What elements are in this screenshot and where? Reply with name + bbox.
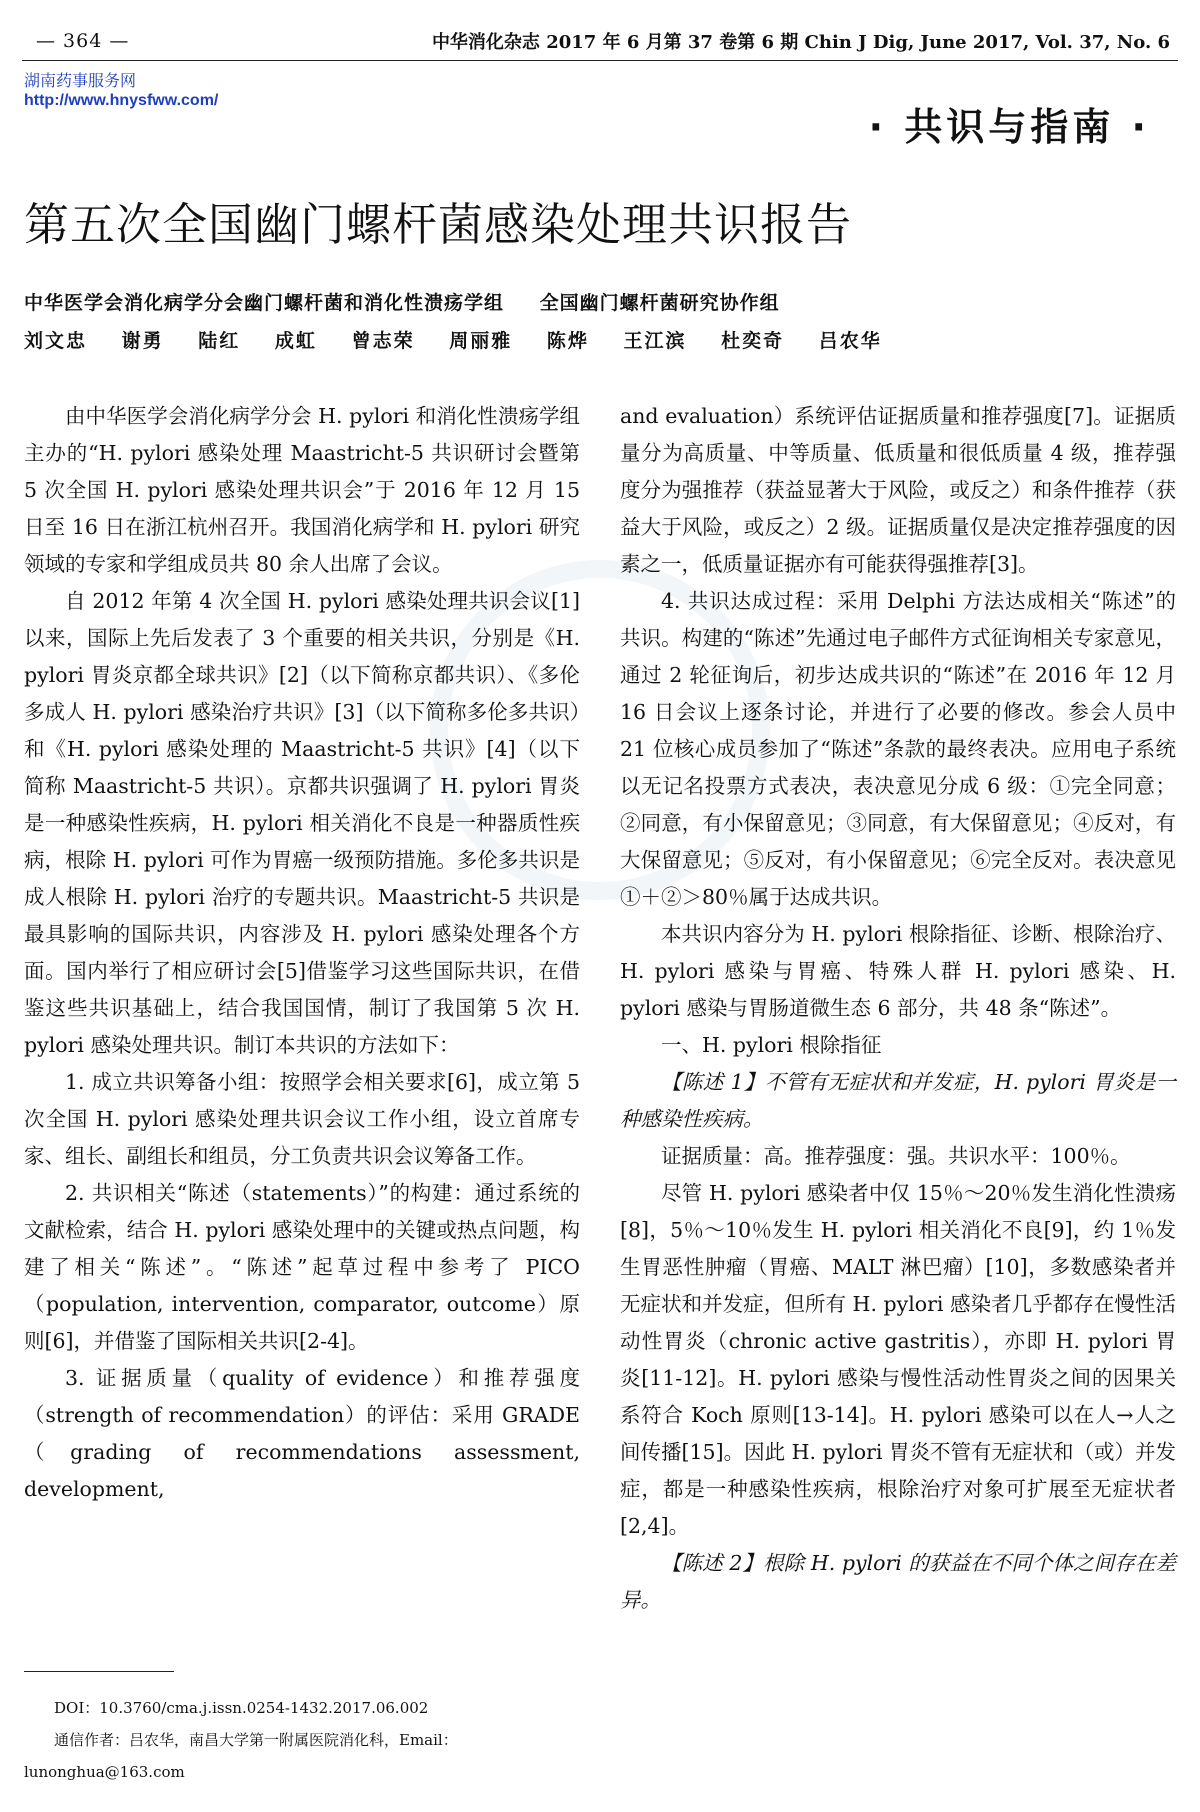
watermark-site-url[interactable]: http://www.hnysfww.com/: [24, 92, 219, 110]
body-paragraph: 3. 证据质量（quality of evidence）和推荐强度（strength of recommendation）的评估：采用 GRADE（grading of recommendations assessment, development,: [24, 1366, 580, 1501]
author: 陆红: [198, 330, 241, 352]
author: 谢勇: [121, 330, 164, 352]
statement: 【陈述 2】根除 H. pylori 的获益在不同个体之间存在差异。: [620, 1551, 1176, 1612]
footnote-rule: [24, 1671, 174, 1672]
organization: 中华医学会消化病学分会幽门螺杆菌和消化性溃疡学组: [24, 292, 505, 314]
header-rule: [22, 60, 1178, 61]
statement: 【陈述 1】不管有无症状和并发症，H. pylori 胃炎是一种感染性疾病。: [620, 1070, 1176, 1131]
body-paragraph: 4. 共识达成过程：采用 Delphi 方法达成相关“陈述”的共识。构建的“陈述”先通过电子邮件方式征询相关专家意见，通过 2 轮征询后，初步达成共识的“陈述”在 2016 年 12 月 16 日会议上逐条讨论，并进行了必要的修改。参会人员中 21 位核心成员参加了“陈述”条款的最终表决。应用电子系统以无记名投票方式表决，表决意见分成 6 级：①完全同意；②同意，有小保留意见；③同意，有大保留意见；④反对，有大保留意见；⑤反对，有小保留意见；⑥完全反对。表决意见①＋②＞80％属于达成共识。: [620, 589, 1176, 909]
section-tag: · 共识与指南 ·: [868, 105, 1150, 149]
body-paragraph: 1. 成立共识筹备小组：按照学会相关要求[6]，成立第 5 次全国 H. pylori 感染处理共识会议工作小组，设立首席专家、组长、副组长和组员，分工负责共识会议筹备工作。: [24, 1070, 580, 1168]
author: 吕农华: [818, 330, 882, 352]
organization: 全国幽门螺杆菌研究协作组: [539, 292, 780, 314]
watermark-site-name: 湖南药事服务网: [24, 73, 137, 90]
body-paragraph: 尽管 H. pylori 感染者中仅 15％～20％发生消化性溃疡[8]，5％～10％发生 H. pylori 相关消化不良[9]，约 1％发生胃恶性肿瘤（胃癌、MALT 淋巴瘤）[10]，多数感染者并无症状和并发症，但所有 H. pylori 感染者几乎都存在慢性活动性胃炎（chronic active gastritis），亦即 H. pylori 胃炎[11-12]。H. pylori 感染与慢性活动性胃炎之间的因果关系符合 Koch 原则[13-14]。H. pylori 感染可以在人→人之间传播[15]。因此 H. pylori 胃炎不管有无症状和（或）并发症，都是一种感染性疾病，根除治疗对象可扩展至无症状者[2,4]。: [620, 1181, 1176, 1538]
body-paragraph: 由中华医学会消化病学分会 H. pylori 和消化性溃疡学组主办的“H. pylori 感染处理 Maastricht-5 共识研讨会暨第 5 次全国 H. pylori 感染处理共识会”于 2016 年 12 月 15 日至 16 日在浙江杭州召开。我国消化病学和 H. pylori 研究领域的专家和学组成员共 80 余人出席了会议。: [24, 404, 580, 576]
body-paragraph: 2. 共识相关“陈述（statements）”的构建：通过系统的文献检索，结合 H. pylori 感染处理中的关键或热点问题，构建了相关“陈述”。“陈述”起草过程中参考了 PICO（population, intervention, comparator, outcome）原则[6]，并借鉴了国际相关共识[2-4]。: [24, 1181, 580, 1353]
author: 成虹: [274, 330, 317, 352]
body-paragraph: 自 2012 年第 4 次全国 H. pylori 感染处理共识会议[1]以来，国际上先后发表了 3 个重要的相关共识，分别是《H. pylori 胃炎京都全球共识》[2]（以下简称京都共识）、《多伦多成人 H. pylori 感染治疗共识》[3]（以下简称多伦多共识）和《H. pylori 感染处理的 Maastricht-5 共识》[4]（以下简称 Maastricht-5 共识）。京都共识强调了 H. pylori 胃炎是一种感染性疾病，H. pylori 相关消化不良是一种器质性疾病，根除 H. pylori 可作为胃癌一级预防措施。多伦多共识是成人根除 H. pylori 治疗的专题共识。Maastricht-5 共识是最具影响的国际共识，内容涉及 H. pylori 感染处理各个方面。国内举行了相应研讨会[5]借鉴学习这些国际共识，在借鉴这些共识基础上，结合我国国情，制订了我国第 5 次 H. pylori 感染处理共识。制订本共识的方法如下：: [24, 589, 580, 1057]
organizations: [24, 288, 808, 315]
author: 曾志荣: [351, 330, 415, 352]
section-heading: 一、H. pylori 根除指征: [661, 1033, 882, 1057]
author: 杜奕奇: [721, 330, 785, 352]
left-column: [24, 398, 580, 1508]
corresponding-author: 通信作者：吕农华，南昌大学第一附属医院消化科，Email：: [54, 1731, 458, 1749]
evidence-line: 证据质量：高。推荐强度：强。共识水平：100％。: [661, 1144, 1131, 1168]
watermark-site: [24, 72, 218, 110]
author: 王江滨: [623, 330, 687, 352]
body-paragraph: 本共识内容分为 H. pylori 根除指征、诊断、根除治疗、H. pylori 感染与胃癌、特殊人群 H. pylori 感染、H. pylori 感染与胃肠道微生态 6 部分，共 48 条“陈述”。: [620, 922, 1176, 1020]
author: 周丽雅: [449, 330, 513, 352]
doi-line: DOI：10.3760/cma.j.issn.0254-1432.2017.06.002: [54, 1699, 429, 1717]
right-column: [620, 398, 1176, 1619]
footnotes: [24, 1692, 580, 1788]
author: 陈烨: [546, 330, 589, 352]
authors: [24, 326, 908, 353]
journal-info: 中华消化杂志 2017 年 6 月第 37 卷第 6 期 Chin J Dig, June 2017, Vol. 37, No. 6: [431, 32, 1170, 53]
paper-title: 第五次全国幽门螺杆菌感染处理共识报告: [24, 198, 853, 251]
body-paragraph: and evaluation）系统评估证据质量和推荐强度[7]。证据质量分为高质量、中等质量、低质量和很低质量 4 级，推荐强度分为强推荐（获益显著大于风险，或反之）和条件推荐（获益大于风险，或反之）2 级。证据质量仅是决定推荐强度的因素之一，低质量证据亦有可能获得强推荐[3]。: [620, 404, 1176, 576]
email-link[interactable]: lunonghua@163.com: [24, 1763, 185, 1781]
author: 刘文忠: [24, 330, 88, 352]
page-number: — 364 —: [36, 30, 130, 52]
